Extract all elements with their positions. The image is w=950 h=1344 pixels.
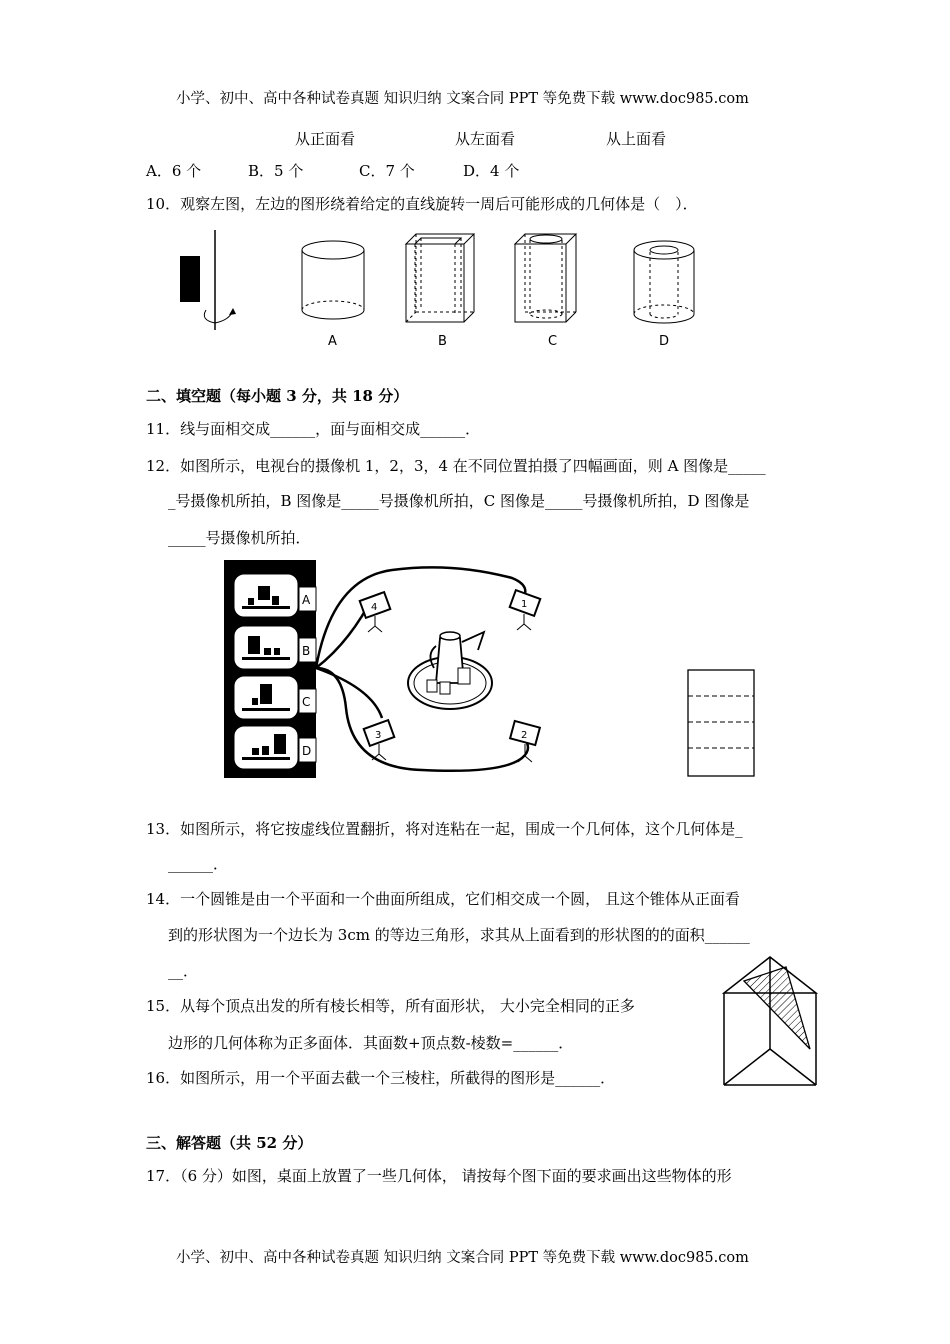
q10-choice-a-cylinder	[302, 241, 364, 319]
panel-label-d: D	[302, 744, 312, 758]
panel-label-b: B	[302, 644, 311, 658]
q10-rotation-arrow	[204, 310, 233, 323]
view-label-front: 从正面看	[295, 130, 356, 148]
q10-label-c: C	[548, 334, 558, 349]
q13-line-2: ______．	[168, 855, 229, 873]
q10-choice-b-prism	[406, 234, 474, 322]
svg-text:4: 4	[371, 602, 378, 613]
q14-line-1: 14．一个圆锥是由一个平面和一个曲面所组成，它们相交成一个圆， 且这个锥体从正面看	[146, 890, 740, 908]
q10-choice-c-prism	[515, 234, 576, 322]
q13-line-1: 13．如图所示，将它按虚线位置翻折，将对连粘在一起，围成一个几何体，这个几何体是_	[146, 820, 743, 838]
page-header: 小学、初中、高中各种试卷真题 知识归纳 文案合同 PPT 等免费下载 www.doc985.com	[176, 91, 749, 107]
q16-text: 16．如图所示，用一个平面去截一个三棱柱，所截得的图形是______．	[146, 1069, 616, 1087]
q11-text: 11．线与面相交成______，面与面相交成______．	[146, 420, 481, 438]
q16-prism-figure	[720, 953, 832, 1089]
q9-option-b: B．5 个	[248, 162, 304, 180]
q17-text: 17．（6 分）如图，桌面上放置了一些几何体， 请按每个图下面的要求画出这些物体的形	[146, 1167, 732, 1185]
panel-label-a: A	[302, 593, 311, 607]
section-3-title: 三、解答题（共 52 分）	[146, 1134, 313, 1152]
cup-3	[458, 668, 470, 684]
cross-section	[744, 967, 810, 1049]
q10-label-d: D	[659, 334, 670, 349]
page-footer: 小学、初中、高中各种试卷真题 知识归纳 文案合同 PPT 等免费下载 www.doc985.com	[176, 1250, 749, 1266]
view-label-left: 从左面看	[455, 130, 516, 148]
q14-line-2: 到的形状图为一个边长为 3cm 的等边三角形，求其从上面看到的形状图的的面积______	[168, 926, 750, 944]
q10-choice-d-cylinder	[634, 241, 694, 323]
section-2-title: 二、填空题（每小题 3 分，共 18 分）	[146, 387, 409, 405]
q12-line-1: 12．如图所示，电视台的摄像机 1，2，3，4 在不同位置拍摄了四幅画面，则 A 图像是_____	[146, 457, 766, 475]
cup-2	[440, 682, 450, 694]
camera-cable	[316, 567, 528, 668]
camera-4	[360, 592, 391, 632]
screen-b	[234, 626, 298, 669]
q15-line-2: 边形的几何体称为正多面体．其面数+顶点数-棱数=______．	[168, 1034, 574, 1052]
q10-rectangle	[180, 256, 200, 302]
view-label-top: 从上面看	[606, 130, 667, 148]
q14-line-3: __．	[168, 962, 199, 980]
q15-line-1: 15．从每个顶点出发的所有棱长相等，所有面形状， 大小完全相同的正多	[146, 997, 635, 1015]
svg-text:2: 2	[521, 730, 528, 741]
svg-text:1: 1	[521, 599, 528, 610]
q10-label-a: A	[328, 334, 337, 349]
svg-text:3: 3	[375, 730, 382, 741]
q10-text: 10．观察左图，左边的图形绕着给定的直线旋转一周后可能形成的几何体是（ ）．	[146, 195, 698, 213]
q9-option-a: A．6 个	[146, 162, 202, 180]
q12-line-2: _号摄像机所拍，B 图像是_____号摄像机所拍，C 图像是_____号摄像机所拍，D 图像是	[168, 492, 750, 510]
q10-label-b: B	[438, 334, 447, 349]
panel-label-c: C	[302, 695, 311, 709]
q9-option-d: D．4 个	[463, 162, 520, 180]
cup-1	[427, 680, 437, 692]
q12-camera-figure	[222, 558, 562, 780]
q13-net-figure	[686, 668, 758, 780]
camera-2	[510, 721, 540, 762]
q12-line-3: _____号摄像机所拍．	[168, 529, 311, 547]
q9-option-c: C．7 个	[359, 162, 415, 180]
camera-1	[510, 590, 541, 630]
q10-figure	[170, 222, 730, 352]
